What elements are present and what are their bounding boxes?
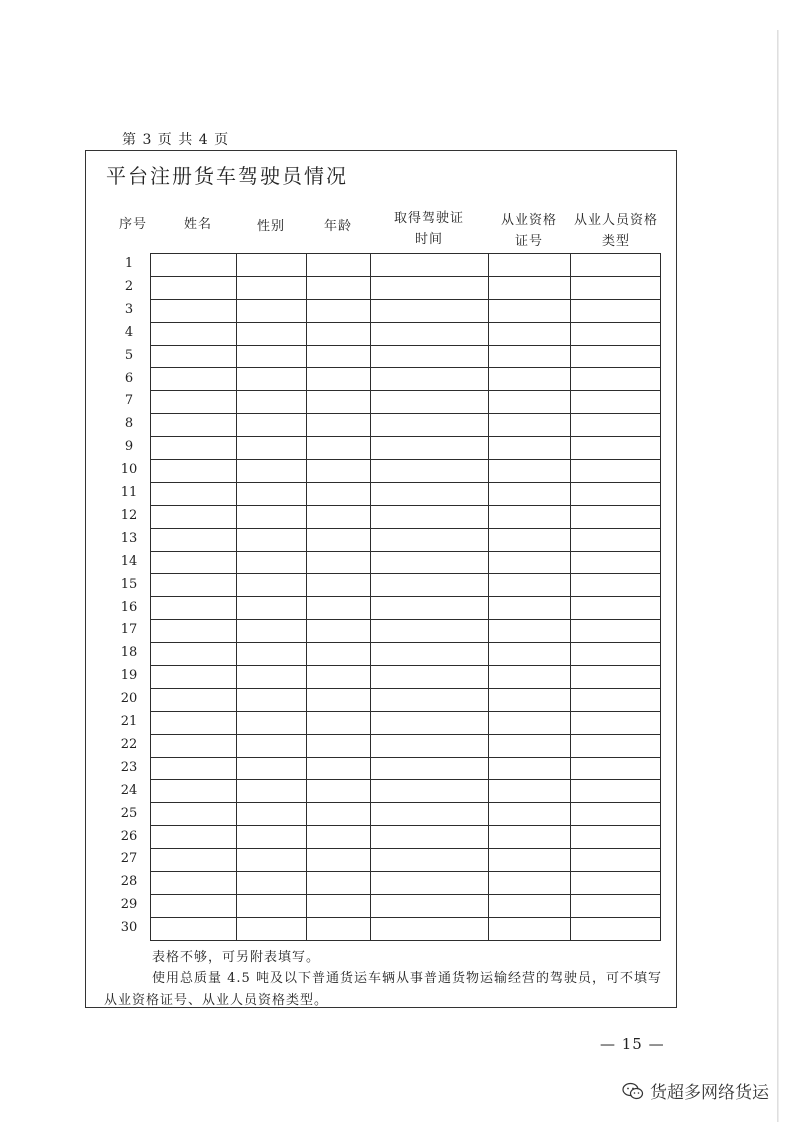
table-cell[interactable] bbox=[489, 757, 571, 780]
table-cell[interactable] bbox=[307, 917, 371, 940]
table-cell[interactable] bbox=[571, 803, 661, 826]
row-number: 28 bbox=[120, 874, 138, 890]
table-cell[interactable] bbox=[237, 849, 307, 872]
table-row bbox=[151, 917, 661, 940]
row-number: 5 bbox=[124, 347, 134, 363]
table-cell[interactable] bbox=[151, 551, 237, 574]
table-cell[interactable] bbox=[307, 711, 371, 734]
table-cell[interactable] bbox=[307, 437, 371, 460]
table-cell[interactable] bbox=[237, 597, 307, 620]
table-row bbox=[151, 505, 661, 528]
table-cell[interactable] bbox=[151, 482, 237, 505]
table-cell[interactable] bbox=[237, 276, 307, 299]
table-cell[interactable] bbox=[571, 505, 661, 528]
table-cell[interactable] bbox=[151, 345, 237, 368]
table-cell[interactable] bbox=[571, 482, 661, 505]
table-row bbox=[151, 734, 661, 757]
column-header-seq: 序号 bbox=[118, 217, 147, 232]
table-cell[interactable] bbox=[489, 688, 571, 711]
table-cell[interactable] bbox=[307, 391, 371, 414]
table-cell[interactable] bbox=[307, 414, 371, 437]
table-cell[interactable] bbox=[571, 734, 661, 757]
table-cell[interactable] bbox=[371, 254, 489, 277]
column-header-gender: 性别 bbox=[256, 219, 285, 234]
table-cell[interactable] bbox=[571, 460, 661, 483]
table-cell[interactable] bbox=[489, 780, 571, 803]
table-cell[interactable] bbox=[151, 597, 237, 620]
table-cell[interactable] bbox=[371, 460, 489, 483]
table-cell[interactable] bbox=[151, 322, 237, 345]
table-cell[interactable] bbox=[571, 917, 661, 940]
table-cell[interactable] bbox=[571, 299, 661, 322]
table-cell[interactable] bbox=[151, 872, 237, 895]
table-cell[interactable] bbox=[571, 666, 661, 689]
table-cell[interactable] bbox=[489, 849, 571, 872]
table-row bbox=[151, 482, 661, 505]
table-cell[interactable] bbox=[371, 688, 489, 711]
row-number: 19 bbox=[120, 668, 138, 684]
table-cell[interactable] bbox=[371, 345, 489, 368]
table-cell[interactable] bbox=[489, 368, 571, 391]
table-cell[interactable] bbox=[237, 803, 307, 826]
table-cell[interactable] bbox=[371, 849, 489, 872]
row-number: 8 bbox=[124, 416, 134, 432]
column-header-name: 姓名 bbox=[183, 217, 212, 232]
table-row bbox=[151, 620, 661, 643]
table-cell[interactable] bbox=[237, 917, 307, 940]
table-cell[interactable] bbox=[571, 849, 661, 872]
column-header-cert-no: 从业资格 证号 bbox=[500, 213, 557, 249]
table-cell[interactable] bbox=[307, 894, 371, 917]
table-cell[interactable] bbox=[237, 551, 307, 574]
table-cell[interactable] bbox=[237, 643, 307, 666]
table-cell[interactable] bbox=[571, 757, 661, 780]
table-cell[interactable] bbox=[307, 620, 371, 643]
table-cell[interactable] bbox=[151, 254, 237, 277]
watermark bbox=[622, 1078, 769, 1103]
table-cell[interactable] bbox=[237, 780, 307, 803]
row-number: 14 bbox=[120, 553, 138, 569]
table-row bbox=[151, 368, 661, 391]
table-cell[interactable] bbox=[151, 276, 237, 299]
table-cell[interactable] bbox=[307, 322, 371, 345]
row-number: 7 bbox=[124, 393, 134, 409]
table-cell[interactable] bbox=[489, 551, 571, 574]
wechat-icon bbox=[622, 1082, 644, 1100]
table-cell[interactable] bbox=[489, 872, 571, 895]
table-cell[interactable] bbox=[489, 276, 571, 299]
table-cell[interactable] bbox=[371, 414, 489, 437]
table-cell[interactable] bbox=[307, 849, 371, 872]
table-cell[interactable] bbox=[307, 757, 371, 780]
table-row bbox=[151, 276, 661, 299]
driver-table bbox=[150, 253, 661, 941]
row-number: 6 bbox=[124, 370, 134, 386]
table-cell[interactable] bbox=[307, 276, 371, 299]
table-cell[interactable] bbox=[489, 894, 571, 917]
table-cell[interactable] bbox=[237, 826, 307, 849]
row-number: 16 bbox=[120, 599, 138, 615]
table-cell[interactable] bbox=[371, 551, 489, 574]
row-number: 23 bbox=[120, 759, 138, 775]
table-row bbox=[151, 803, 661, 826]
table-cell[interactable] bbox=[237, 345, 307, 368]
row-number: 27 bbox=[120, 851, 138, 867]
table-cell[interactable] bbox=[151, 368, 237, 391]
table-cell[interactable] bbox=[571, 345, 661, 368]
table-cell[interactable] bbox=[489, 711, 571, 734]
table-cell[interactable] bbox=[307, 505, 371, 528]
table-cell[interactable] bbox=[571, 894, 661, 917]
table-row bbox=[151, 460, 661, 483]
table-cell[interactable] bbox=[307, 872, 371, 895]
row-number: 3 bbox=[124, 301, 134, 317]
table-cell[interactable] bbox=[151, 505, 237, 528]
table-cell[interactable] bbox=[371, 894, 489, 917]
table-cell[interactable] bbox=[151, 734, 237, 757]
page-edge bbox=[777, 30, 779, 1122]
table-cell[interactable] bbox=[151, 849, 237, 872]
table-cell[interactable] bbox=[237, 414, 307, 437]
table-cell[interactable] bbox=[571, 780, 661, 803]
row-number: 11 bbox=[120, 485, 138, 500]
table-row bbox=[151, 414, 661, 437]
table-cell[interactable] bbox=[237, 734, 307, 757]
table-cell[interactable] bbox=[371, 734, 489, 757]
table-cell[interactable] bbox=[237, 688, 307, 711]
table-row bbox=[151, 345, 661, 368]
table-cell[interactable] bbox=[571, 872, 661, 895]
table-cell[interactable] bbox=[489, 322, 571, 345]
table-cell[interactable] bbox=[237, 574, 307, 597]
table-cell[interactable] bbox=[151, 528, 237, 551]
table-cell[interactable] bbox=[571, 551, 661, 574]
table-row bbox=[151, 872, 661, 895]
table-cell[interactable] bbox=[371, 322, 489, 345]
table-cell[interactable] bbox=[571, 826, 661, 849]
table-cell[interactable] bbox=[307, 803, 371, 826]
table-cell[interactable] bbox=[307, 460, 371, 483]
table-cell[interactable] bbox=[571, 711, 661, 734]
table-cell[interactable] bbox=[489, 505, 571, 528]
table-cell[interactable] bbox=[371, 528, 489, 551]
table-cell[interactable] bbox=[151, 437, 237, 460]
table-cell[interactable] bbox=[151, 574, 237, 597]
table-cell[interactable] bbox=[571, 620, 661, 643]
table-cell[interactable] bbox=[371, 597, 489, 620]
note-exemption: 使用总质量 4.5 吨及以下普通货运车辆从事普通货物运输经营的驾驶员，可不填写从业资格证号、从业人员资格类型。 bbox=[104, 971, 662, 1008]
table-cell[interactable] bbox=[307, 299, 371, 322]
row-number: 2 bbox=[124, 278, 134, 294]
row-number: 22 bbox=[120, 736, 138, 752]
table-cell[interactable] bbox=[307, 780, 371, 803]
table-cell[interactable] bbox=[489, 643, 571, 666]
table-cell[interactable] bbox=[307, 345, 371, 368]
row-number: 18 bbox=[120, 645, 138, 661]
table-cell[interactable] bbox=[307, 368, 371, 391]
table-cell[interactable] bbox=[489, 414, 571, 437]
table-cell[interactable] bbox=[151, 620, 237, 643]
row-number: 4 bbox=[124, 324, 134, 340]
table-row bbox=[151, 437, 661, 460]
row-number: 20 bbox=[120, 691, 138, 707]
table-cell[interactable] bbox=[151, 803, 237, 826]
table-cell[interactable] bbox=[151, 643, 237, 666]
table-cell[interactable] bbox=[489, 826, 571, 849]
table-cell[interactable] bbox=[571, 643, 661, 666]
row-number: 10 bbox=[120, 462, 138, 478]
table-cell[interactable] bbox=[489, 666, 571, 689]
table-cell[interactable] bbox=[371, 711, 489, 734]
table-cell[interactable] bbox=[237, 528, 307, 551]
row-number: 17 bbox=[120, 622, 138, 638]
table-row bbox=[151, 299, 661, 322]
table-cell[interactable] bbox=[371, 757, 489, 780]
table-cell[interactable] bbox=[571, 276, 661, 299]
table-cell[interactable] bbox=[151, 299, 237, 322]
watermark-text: 货超多网络货运 bbox=[650, 1083, 769, 1103]
table-cell[interactable] bbox=[151, 757, 237, 780]
row-number: 15 bbox=[120, 576, 138, 592]
table-cell[interactable] bbox=[151, 894, 237, 917]
table-row bbox=[151, 826, 661, 849]
column-header-license-date: 取得驾驶证 时间 bbox=[393, 211, 464, 247]
table-cell[interactable] bbox=[571, 414, 661, 437]
table-cell[interactable] bbox=[237, 620, 307, 643]
table-cell[interactable] bbox=[371, 574, 489, 597]
table-cell[interactable] bbox=[237, 368, 307, 391]
table-row bbox=[151, 711, 661, 734]
table-cell[interactable] bbox=[371, 643, 489, 666]
table-row bbox=[151, 688, 661, 711]
table-cell[interactable] bbox=[371, 276, 489, 299]
table-cell[interactable] bbox=[307, 688, 371, 711]
row-number: 21 bbox=[120, 714, 138, 729]
row-number: 24 bbox=[120, 782, 138, 798]
table-row bbox=[151, 849, 661, 872]
table-cell[interactable] bbox=[237, 299, 307, 322]
table-cell[interactable] bbox=[307, 597, 371, 620]
table-cell[interactable] bbox=[489, 734, 571, 757]
table-cell[interactable] bbox=[151, 688, 237, 711]
table-cell[interactable] bbox=[489, 391, 571, 414]
table-cell[interactable] bbox=[307, 643, 371, 666]
column-header-cert-type: 从业人员资格 类型 bbox=[573, 213, 658, 249]
table-cell[interactable] bbox=[151, 711, 237, 734]
table-cell[interactable] bbox=[371, 620, 489, 643]
table-cell[interactable] bbox=[237, 460, 307, 483]
table-cell[interactable] bbox=[307, 254, 371, 277]
row-number: 30 bbox=[120, 920, 138, 936]
table-row bbox=[151, 597, 661, 620]
table-cell[interactable] bbox=[571, 597, 661, 620]
table-cell[interactable] bbox=[489, 597, 571, 620]
page-number: — 15 — bbox=[600, 1035, 665, 1053]
table-row bbox=[151, 322, 661, 345]
table-cell[interactable] bbox=[571, 391, 661, 414]
table-cell[interactable] bbox=[237, 322, 307, 345]
table-cell[interactable] bbox=[371, 505, 489, 528]
table-cell[interactable] bbox=[489, 299, 571, 322]
table-cell[interactable] bbox=[151, 917, 237, 940]
table-cell[interactable] bbox=[371, 826, 489, 849]
table-cell[interactable] bbox=[489, 482, 571, 505]
table-cell[interactable] bbox=[151, 391, 237, 414]
table-cell[interactable] bbox=[489, 917, 571, 940]
table-cell[interactable] bbox=[371, 299, 489, 322]
note-table-insufficient: 表格不够，可另附表填写。 bbox=[152, 950, 321, 965]
table-row bbox=[151, 391, 661, 414]
table-cell[interactable] bbox=[489, 528, 571, 551]
table-cell[interactable] bbox=[307, 551, 371, 574]
table-row bbox=[151, 643, 661, 666]
row-number: 9 bbox=[124, 439, 134, 455]
table-cell[interactable] bbox=[489, 345, 571, 368]
table-cell[interactable] bbox=[237, 757, 307, 780]
table-cell[interactable] bbox=[371, 391, 489, 414]
table-cell[interactable] bbox=[237, 666, 307, 689]
table-cell[interactable] bbox=[571, 528, 661, 551]
table-row bbox=[151, 780, 661, 803]
table-cell[interactable] bbox=[307, 826, 371, 849]
table-cell[interactable] bbox=[571, 322, 661, 345]
table-cell[interactable] bbox=[571, 437, 661, 460]
row-number: 1 bbox=[124, 256, 134, 271]
table-row bbox=[151, 528, 661, 551]
row-number: 12 bbox=[120, 507, 138, 523]
table-cell[interactable] bbox=[571, 254, 661, 277]
table-row bbox=[151, 894, 661, 917]
table-cell[interactable] bbox=[307, 528, 371, 551]
table-cell[interactable] bbox=[151, 414, 237, 437]
table-cell[interactable] bbox=[151, 666, 237, 689]
table-cell[interactable] bbox=[237, 391, 307, 414]
table-cell[interactable] bbox=[307, 734, 371, 757]
column-header-age: 年龄 bbox=[323, 219, 352, 234]
table-cell[interactable] bbox=[371, 872, 489, 895]
row-number: 29 bbox=[120, 897, 138, 913]
table-cell[interactable] bbox=[307, 482, 371, 505]
table-cell[interactable] bbox=[237, 505, 307, 528]
table-cell[interactable] bbox=[307, 574, 371, 597]
row-number: 25 bbox=[120, 805, 138, 821]
table-row bbox=[151, 574, 661, 597]
table-cell[interactable] bbox=[571, 688, 661, 711]
table-row bbox=[151, 757, 661, 780]
page-info: 第 3 页 共 4 页 bbox=[122, 132, 230, 148]
table-cell[interactable] bbox=[237, 482, 307, 505]
table-cell[interactable] bbox=[237, 894, 307, 917]
table-cell[interactable] bbox=[489, 460, 571, 483]
row-number: 13 bbox=[120, 530, 138, 546]
table-cell[interactable] bbox=[489, 574, 571, 597]
table-row bbox=[151, 254, 661, 277]
table-cell[interactable] bbox=[151, 826, 237, 849]
table-cell[interactable] bbox=[371, 803, 489, 826]
table-cell[interactable] bbox=[571, 574, 661, 597]
table-cell[interactable] bbox=[489, 254, 571, 277]
table-cell[interactable] bbox=[151, 780, 237, 803]
table-cell[interactable] bbox=[371, 482, 489, 505]
table-cell[interactable] bbox=[571, 368, 661, 391]
table-cell[interactable] bbox=[237, 437, 307, 460]
table-cell[interactable] bbox=[489, 803, 571, 826]
table-row bbox=[151, 551, 661, 574]
table-cell[interactable] bbox=[151, 460, 237, 483]
table-row bbox=[151, 666, 661, 689]
table-cell[interactable] bbox=[371, 666, 489, 689]
table-cell[interactable] bbox=[489, 437, 571, 460]
form-title: 平台注册货车驾驶员情况 bbox=[106, 164, 348, 188]
table-cell[interactable] bbox=[489, 620, 571, 643]
table-cell[interactable] bbox=[371, 780, 489, 803]
table-cell[interactable] bbox=[237, 711, 307, 734]
table-cell[interactable] bbox=[237, 254, 307, 277]
table-cell[interactable] bbox=[371, 437, 489, 460]
table-cell[interactable] bbox=[237, 872, 307, 895]
table-cell[interactable] bbox=[371, 368, 489, 391]
row-number: 26 bbox=[120, 828, 138, 844]
table-cell[interactable] bbox=[371, 917, 489, 940]
table-cell[interactable] bbox=[307, 666, 371, 689]
